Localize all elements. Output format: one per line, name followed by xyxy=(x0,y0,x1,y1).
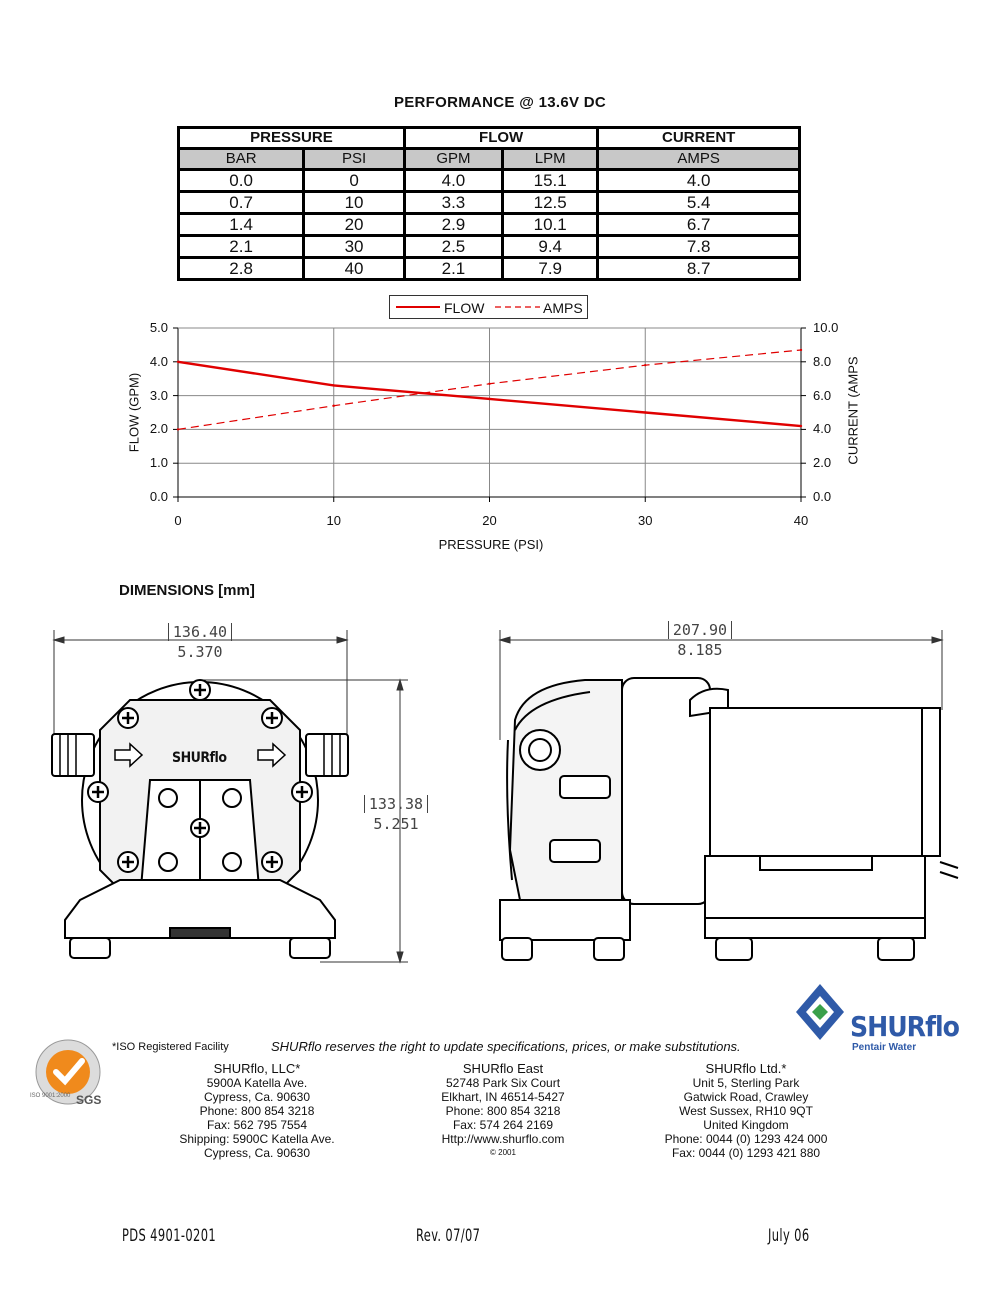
doc-id: PDS 4901-0201 xyxy=(122,1226,217,1246)
address-line: Phone: 0044 (0) 1293 424 000 xyxy=(664,1132,828,1146)
disclaimer: SHURflo reserves the right to update specifications, prices, or make substitutions. xyxy=(271,1039,741,1054)
height-mm: 133.38 xyxy=(364,795,428,813)
x-tick-label: 40 xyxy=(793,513,809,528)
arrow-icon xyxy=(54,637,64,643)
table-cell: 12.5 xyxy=(503,192,598,214)
revision: Rev. 07/07 xyxy=(416,1226,481,1246)
y-tick-label: 3.0 xyxy=(149,387,168,403)
y-tick-label: 1.0 xyxy=(149,455,168,471)
group-pressure: PRESSURE xyxy=(179,128,405,149)
side-length-mm: 207.90 xyxy=(668,621,732,639)
y2-tick-label: 0.0 xyxy=(813,489,832,504)
chart-grid xyxy=(178,328,801,497)
performance-chart xyxy=(0,0,1000,570)
unit-lpm: LPM xyxy=(503,149,598,170)
table-cell: 4.0 xyxy=(404,170,502,192)
address-line: Unit 5, Sterling Park xyxy=(692,1076,800,1090)
y2-tick-label: 4.0 xyxy=(813,421,832,437)
address-line: 5900A Katella Ave. xyxy=(206,1076,308,1090)
x-axis-label: PRESSURE (PSI) xyxy=(438,537,544,552)
dimensions-title: DIMENSIONS [mm] xyxy=(119,582,255,599)
table-cell: 40 xyxy=(304,258,405,280)
cert-ring-text: ISO 9001:2000 xyxy=(30,1093,71,1099)
table-cell: 9.4 xyxy=(503,236,598,258)
address-line: 52748 Park Six Court xyxy=(445,1076,561,1090)
shurflo-tagline: Pentair Water xyxy=(852,1042,917,1053)
table-cell: 4.0 xyxy=(598,170,800,192)
address-line: Fax: 562 795 7554 xyxy=(206,1118,308,1132)
address-line: Phone: 800 854 3218 xyxy=(445,1104,561,1118)
data-point-flow xyxy=(800,425,802,427)
y2-tick-label: 2.0 xyxy=(813,455,832,471)
y-axis-label: FLOW (GPM) xyxy=(126,372,142,453)
address-line: West Sussex, RH10 9QT xyxy=(679,1104,813,1118)
unit-bar: BAR xyxy=(179,149,304,170)
table-cell: 3.3 xyxy=(404,192,502,214)
address-ltd xyxy=(646,1062,846,1160)
address-line: Cypress, Ca. 90630 xyxy=(203,1090,311,1104)
height-label xyxy=(346,794,446,834)
data-point-flow xyxy=(644,411,646,413)
front-width-in: 5.370 xyxy=(177,643,223,661)
side-length-in: 8.185 xyxy=(677,641,723,659)
address-line: Phone: 800 854 3218 xyxy=(199,1104,315,1118)
table-cell: 2.9 xyxy=(404,214,502,236)
data-point-amps xyxy=(644,364,646,366)
y-tick-label: 4.0 xyxy=(149,353,168,369)
address-line: United Kingdom xyxy=(703,1118,789,1132)
address-line: Gatwick Road, Crawley xyxy=(683,1090,809,1104)
doc-date: July 06 xyxy=(768,1226,810,1246)
table-cell: 15.1 xyxy=(503,170,598,192)
arrow-icon xyxy=(337,637,347,643)
data-point-flow xyxy=(488,398,490,400)
data-point-amps xyxy=(488,383,490,385)
unit-psi: PSI xyxy=(304,149,405,170)
data-point-amps xyxy=(177,428,179,430)
x-tick-label: 20 xyxy=(482,513,497,528)
y2-tick-label: 6.0 xyxy=(813,387,832,403)
front-width-label xyxy=(150,622,250,662)
address-line: Elkhart, IN 46514-5427 xyxy=(441,1090,565,1104)
address-heading: SHURflo, LLC* xyxy=(213,1061,301,1076)
data-point-flow xyxy=(333,384,335,386)
pump-front-view xyxy=(52,680,348,958)
table-cell: 0.0 xyxy=(179,170,304,192)
unit-gpm: GPM xyxy=(404,149,502,170)
group-flow: FLOW xyxy=(404,128,597,149)
address-line: Shipping: 5900C Katella Ave. xyxy=(179,1132,335,1146)
arrow-icon xyxy=(500,637,510,643)
address-line: Fax: 0044 (0) 1293 421 880 xyxy=(671,1146,821,1160)
address-llc xyxy=(157,1062,357,1160)
y2-tick-label: 8.0 xyxy=(813,353,832,369)
table-cell: 1.4 xyxy=(179,214,304,236)
pump-nameplate: SHURflo xyxy=(172,750,227,766)
arrow-icon xyxy=(397,680,403,690)
table-cell: 20 xyxy=(304,214,405,236)
x-tick-label: 30 xyxy=(638,513,653,528)
data-point-amps xyxy=(800,349,802,351)
table-cell: 7.8 xyxy=(598,236,800,258)
y-tick-label: 5.0 xyxy=(149,320,168,335)
table-cell: 30 xyxy=(304,236,405,258)
shurflo-logo-text: SHURflo xyxy=(850,1010,959,1043)
address-east xyxy=(403,1062,603,1160)
table-cell: 2.5 xyxy=(404,236,502,258)
address-heading: SHURflo Ltd.* xyxy=(705,1061,787,1076)
table-cell: 10.1 xyxy=(503,214,598,236)
height-in: 5.251 xyxy=(373,815,419,833)
table-cell: 5.4 xyxy=(598,192,800,214)
iso-note: *ISO Registered Facility xyxy=(112,1041,229,1053)
copyright: © 2001 xyxy=(490,1148,516,1157)
pump-side-view xyxy=(500,678,958,960)
address-line: Cypress, Ca. 90630 xyxy=(203,1146,311,1160)
table-cell: 2.1 xyxy=(179,236,304,258)
data-point-amps xyxy=(333,405,335,407)
table-cell: 2.8 xyxy=(179,258,304,280)
table-cell: 10 xyxy=(304,192,405,214)
legend-label-flow: FLOW xyxy=(444,300,485,316)
y-tick-label: 2.0 xyxy=(149,421,168,437)
address-heading: SHURflo East xyxy=(462,1061,544,1076)
cert-sgs-text: SGS xyxy=(76,1093,102,1107)
side-length-label xyxy=(650,620,750,660)
table-cell: 0.7 xyxy=(179,192,304,214)
table-cell: 7.9 xyxy=(503,258,598,280)
unit-amps: AMPS xyxy=(598,149,800,170)
table-cell: 6.7 xyxy=(598,214,800,236)
shurflo-logo-icon xyxy=(790,982,850,1044)
data-point-flow xyxy=(177,361,179,363)
y-tick-label: 0.0 xyxy=(149,489,168,504)
y2-tick-label: 10.0 xyxy=(813,320,839,335)
address-line: Fax: 574 264 2169 xyxy=(452,1118,554,1132)
website-link[interactable]: Http://www.shurflo.com xyxy=(441,1132,565,1146)
table-cell: 8.7 xyxy=(598,258,800,280)
arrow-icon xyxy=(932,637,942,643)
table-cell: 2.1 xyxy=(404,258,502,280)
x-tick-label: 0 xyxy=(174,513,182,528)
front-width-mm: 136.40 xyxy=(168,623,232,641)
arrow-icon xyxy=(397,952,403,962)
y2-axis-label: CURRENT (AMPS xyxy=(845,356,861,465)
table-cell: 0 xyxy=(304,170,405,192)
group-current: CURRENT xyxy=(598,128,800,149)
legend-label-amps: AMPS xyxy=(543,300,583,316)
performance-title: PERFORMANCE @ 13.6V DC xyxy=(393,94,607,111)
x-tick-label: 10 xyxy=(326,513,341,528)
